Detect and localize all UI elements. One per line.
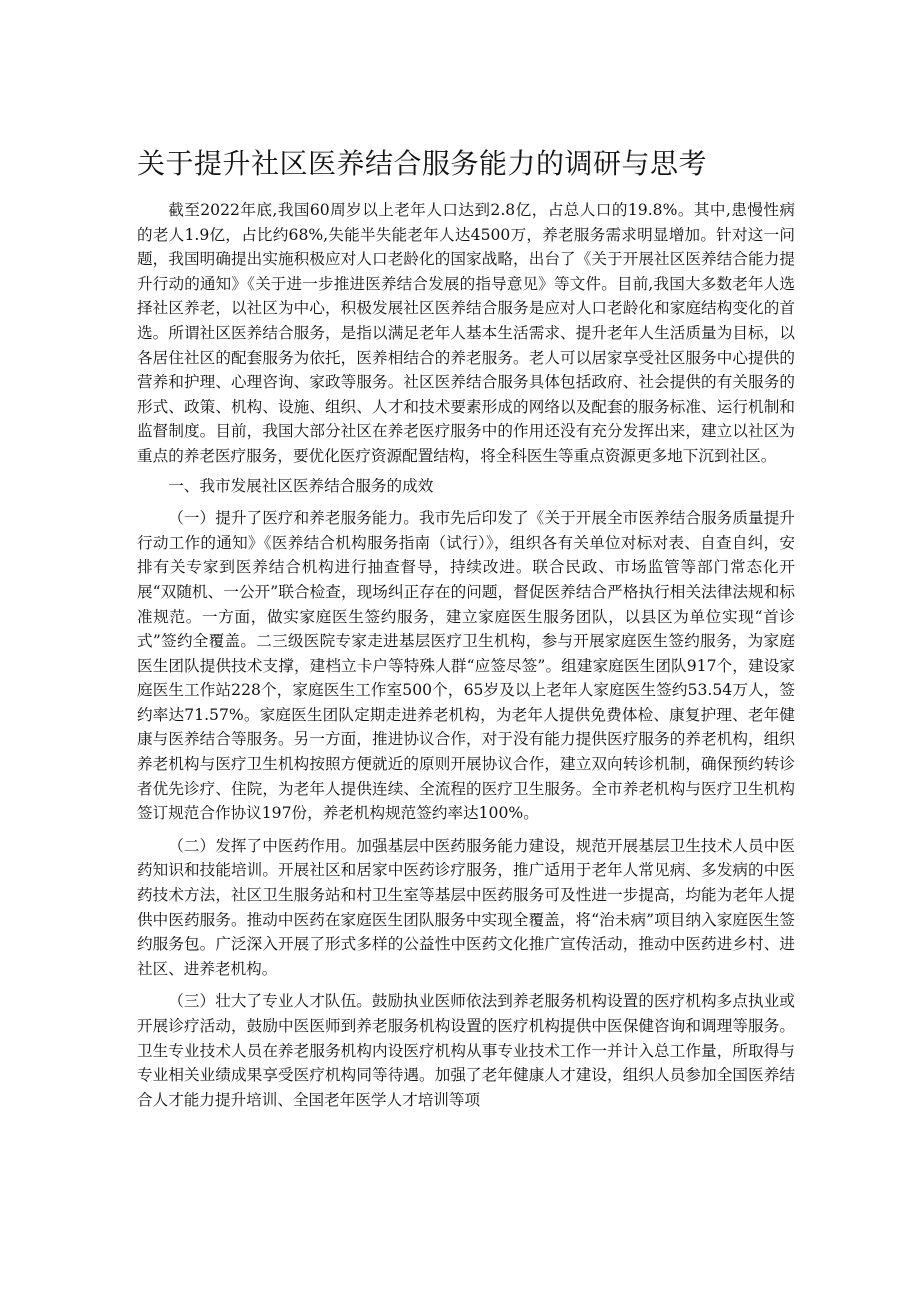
document-body (137, 198, 795, 1112)
section-paragraph-2: （二）发挥了中医药作用。加强基层中医药服务能力建设，规范开展基层卫生技术人员中医药知识和技能培训。开展社区和居家中医药诊疗服务，推广适用于老年人常见病、多发病的中医药技术方法，社区卫生服务站和村卫生室等基层中医药服务可及性进一步提高，均能为老年人提供中医药服务。推动中医药在家庭医生团队服务中实现全覆盖，将“治未病”项目纳入家庭医生签约服务包。广泛深入开展了形式多样的公益性中医药文化推广宣传活动，推动中医药进乡村、进社区、进养老机构。 (137, 836, 795, 978)
intro-paragraph: 截至2022年底,我国60周岁以上老年人口达到2.8亿，占总人口的19.8%。其中,患慢性病的老人1.9亿，占比约68%,失能半失能老年人达4500万，养老服务需求明显增加。针对这一问题，我国明确提出实施积极应对人口老龄化的国家战略，出台了《关于开展社区医养结合能力提升行动的通知》《关于进一步推进医养结合发展的指导意见》等文件。目前,我国大多数老年人选择社区养老，以社区为中心，积极发展社区医养结合服务是应对人口老龄化和家庭结构变化的首选。所谓社区医养结合服务，是指以满足老年人基本生活需求、提升老年人生活质量为目标，以各居住社区的配套服务为依托，医养相结合的养老服务。老人可以居家享受社区服务中心提供的营养和护理、心理咨询、家政等服务。社区医养结合服务具体包括政府、社会提供的有关服务的形式、政策、机构、设施、组织、人才和技术要素形成的网络以及配套的服务标准、运行机制和监督制度。目前，我国大部分社区在养老医疗服务中的作用还没有充分发挥出来，建立以社区为重点的养老医疗服务，要优化医疗资源配置结构，将全科医生等重点资源更多地下沉到社区。 (137, 201, 795, 465)
section-paragraph-1: （一）提升了医疗和养老服务能力。我市先后印发了《关于开展全市医养结合服务质量提升行动工作的通知》《医养结合机构服务指南（试行）》，组织各有关单位对标对表、自查自纠，安排有关专家到医养结合机构进行抽查督导，持续改进。联合民政、市场监管等部门常态化开展“双随机、一公开”联合检查，现场纠正存在的问题，督促医养结合严格执行相关法律法规和标准规范。一方面，做实家庭医生签约服务，建立家庭医生服务团队，以县区为单位实现“首诊式”签约全覆盖。二三级医院专家走进基层医疗卫生机构，参与开展家庭医生签约服务，为家庭医生团队提供技术支撑，建档立卡户等特殊人群“应签尽签”。组建家庭医生团队917个，建设家庭医生工作站228个，家庭医生工作室500个，65岁及以上老年人家庭医生签约53.54万人，签约率达71.57%。家庭医生团队定期走进养老机构，为老年人提供免费体检、康复护理、老年健康与医养结合等服务。另一方面，推进协议合作，对于没有能力提供医疗服务的养老机构，组织养老机构与医疗卫生机构按照方便就近的原则开展协议合作，建立双向转诊机制，确保预约转诊者优先诊疗、住院，为老年人提供连续、全流程的医疗卫生服务。全市养老机构与医疗卫生机构签订规范合作协议197份，养老机构规范签约率达100%。 (137, 509, 795, 823)
section-heading: 一、我市发展社区医养结合服务的成效 (168, 476, 434, 495)
section-paragraph-3: （三）壮大了专业人才队伍。鼓励执业医师依法到养老服务机构设置的医疗机构多点执业或开展诊疗活动，鼓励中医医师到养老服务机构设置的医疗机构提供中医保健咨询和调理等服务。卫生专业技术人员在养老服务机构内设医疗机构从事专业技术工作一并计入总工作量，所取得与专业相关业绩成果享受医疗机构同等待遇。加强了老年健康人才建设，组织人员参加全国医养结合人才能力提升培训、全国老年医学人才培训等项 (137, 992, 795, 1109)
document-title: 关于提升社区医养结合服务能力的调研与思考 (137, 147, 708, 180)
